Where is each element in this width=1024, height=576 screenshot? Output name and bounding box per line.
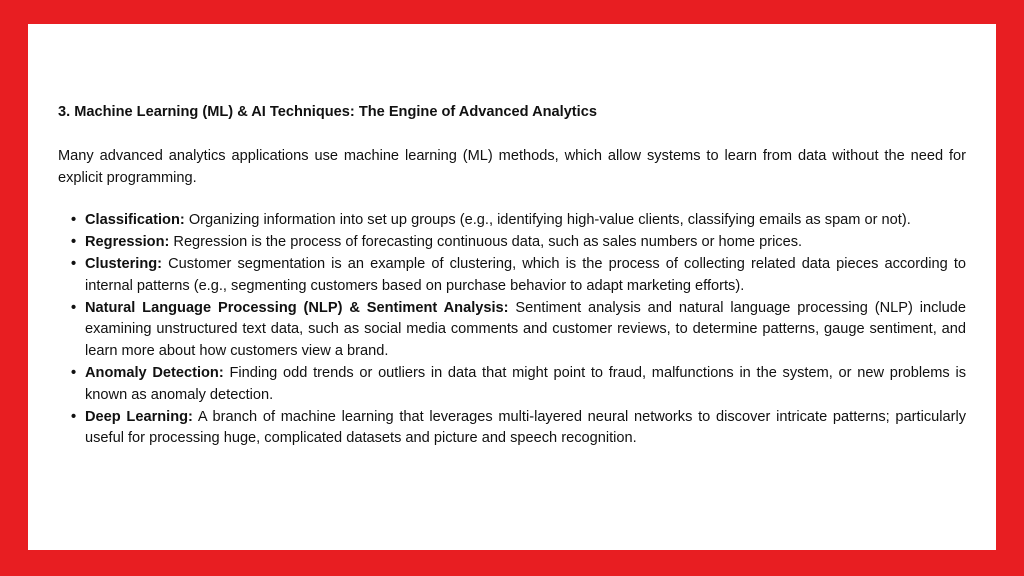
item-term: Clustering: [85, 255, 163, 272]
bullet-icon: • [71, 234, 77, 251]
bullet-icon: • [71, 212, 77, 229]
item-description: A branch of machine learning that leverages multi-layered neural networks to discover intricate patterns; particularly useful for processing huge, complicated datasets and picture and speech recognition. [85, 408, 966, 447]
content-panel [28, 24, 996, 550]
item-description: Customer segmentation is an example of clustering, which is the process of collecting related data pieces according to internal patterns (e.g., segmenting customers based on purchase behavior to adapt marketing efforts). [85, 255, 966, 294]
item-term: Classification: [85, 212, 185, 229]
section-heading: 3. Machine Learning (ML) & AI Techniques: The Engine of Advanced Analytics [58, 104, 597, 120]
item-description: Finding odd trends or outliers in data that might point to fraud, malfunctions in the system, or new problems is known as anomaly detection. [85, 364, 966, 403]
list-item-clustering [58, 254, 966, 298]
bullet-icon: • [71, 364, 77, 381]
bullet-icon: • [71, 408, 77, 425]
bullet-icon: • [71, 255, 77, 272]
document-body [58, 102, 966, 450]
list-item-deep-learning [58, 407, 966, 451]
item-term: Natural Language Processing (NLP) & Sentiment Analysis: [85, 299, 509, 316]
list-item-anomaly-detection [58, 363, 966, 407]
techniques-list [58, 210, 966, 450]
item-description: Organizing information into set up groups (e.g., identifying high-value clients, classifying emails as spam or not). [188, 212, 911, 229]
intro-paragraph: Many advanced analytics applications use machine learning (ML) methods, which allow systems to learn from data without the need for explicit programming. [58, 147, 966, 186]
item-term: Deep Learning: [85, 408, 193, 425]
list-item-regression [58, 232, 966, 254]
item-description: Regression is the process of forecasting continuous data, such as sales numbers or home prices. [173, 234, 803, 251]
item-term: Anomaly Detection: [85, 364, 224, 381]
item-term: Regression: [85, 234, 170, 251]
list-item-classification [58, 210, 966, 232]
bullet-icon: • [71, 299, 77, 316]
list-item-nlp [58, 298, 966, 363]
item-description: Sentiment analysis and natural language processing (NLP) include examining unstructured text data, such as social media comments and customer reviews, to determine patterns, gauge sentiment, and learn more about how customers view a brand. [85, 299, 966, 360]
